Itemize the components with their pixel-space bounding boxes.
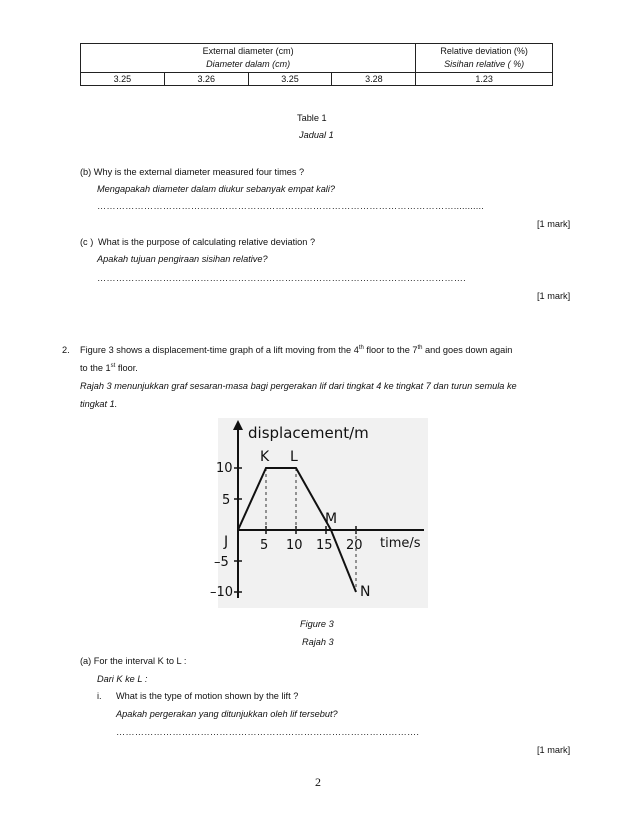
table-cell-value-1: 3.25: [81, 73, 165, 86]
q2a-question-ms: Dari K ke L :: [97, 674, 148, 684]
q2a-sub-label: i.: [97, 691, 102, 701]
header-diameter-ms: Diameter dalam (cm): [206, 59, 291, 69]
y-tick-label-5: 5: [222, 493, 231, 508]
y-tick-label-minus10: –10: [210, 585, 234, 600]
q2-ms-line1: Rajah 3 menunjukkan graf sesaran-masa bagi pergerakan lif dari tingkat 4 ke tingkat 7 dan turun semula ke: [80, 381, 517, 391]
table-cell-deviation: 1.23: [416, 73, 553, 86]
table-cell-value-3: 3.25: [248, 73, 332, 86]
header-diameter-en: External diameter (cm): [202, 46, 294, 56]
y-tick-label-minus5: –5: [214, 555, 229, 570]
figure-caption-en: Figure 3: [300, 619, 334, 629]
data-table: [80, 43, 553, 86]
q2-ms-line2: tingkat 1.: [80, 399, 118, 409]
page-number: 2: [315, 775, 321, 789]
q2-line1: Figure 3 shows a displacement-time graph of a lift moving from the 4th floor to the 7th and goes down again: [80, 345, 513, 355]
q1c-question-ms: Apakah tujuan pengiraan sisihan relative?: [97, 254, 268, 264]
point-label-l: L: [290, 449, 298, 465]
displacement-time-graph: [210, 418, 428, 608]
q2a-answer-line[interactable]: …………………………………………………………………………………….: [116, 727, 420, 737]
y-tick-label-10: 10: [216, 461, 233, 476]
point-label-j: J: [224, 534, 229, 550]
q2a-sub-question-ms: Apakah pergerakan yang ditunjukkan oleh lif tersebut?: [116, 709, 338, 719]
x-axis-label: time/s: [380, 536, 421, 551]
header-deviation-ms: Sisihan relative ( %): [444, 59, 525, 69]
q2-line2: to the 1st floor.: [80, 363, 138, 373]
point-label-k: K: [260, 449, 270, 465]
point-label-n: N: [360, 584, 371, 600]
q1c-mark: [1 mark]: [537, 291, 571, 301]
table-header-deviation: [416, 44, 553, 73]
q1b-question-ms: Mengapakah diameter dalam diukur sebanyak empat kali?: [97, 184, 335, 194]
graph-background: [218, 418, 428, 608]
table-caption-ms: Jadual 1: [299, 130, 334, 140]
y-axis-label: displacement/m: [248, 424, 369, 442]
x-tick-label-10: 10: [286, 538, 303, 553]
header-deviation-en: Relative deviation (%): [440, 46, 528, 56]
figure-caption-ms: Rajah 3: [302, 637, 334, 647]
q1c-answer-line[interactable]: ……………………………………………………………………………………………………….: [97, 273, 466, 283]
q1b-question-en: (b) Why is the external diameter measured four times ?: [80, 167, 305, 177]
q1b-mark: [1 mark]: [537, 219, 571, 229]
q2-number: 2.: [62, 345, 70, 355]
q2a-mark: [1 mark]: [537, 745, 571, 755]
table-cell-value-2: 3.26: [164, 73, 248, 86]
x-tick-label-15: 15: [316, 538, 333, 553]
x-tick-label-20: 20: [346, 538, 363, 553]
q2a-question-en: (a) For the interval K to L :: [80, 656, 187, 666]
x-tick-label-5: 5: [260, 538, 269, 553]
q1b-answer-line[interactable]: ……………………………………………………………………………………………………...........: [97, 201, 485, 211]
q1c-label: (c ): [80, 237, 94, 247]
q2a-sub-question-en: What is the type of motion shown by the lift ?: [116, 691, 299, 701]
table-caption-en: Table 1: [297, 113, 327, 123]
table-header-diameter: [81, 44, 416, 73]
q1c-question-en: What is the purpose of calculating relative deviation ?: [98, 237, 316, 247]
point-label-m: M: [325, 511, 338, 527]
table-cell-value-4: 3.28: [332, 73, 416, 86]
